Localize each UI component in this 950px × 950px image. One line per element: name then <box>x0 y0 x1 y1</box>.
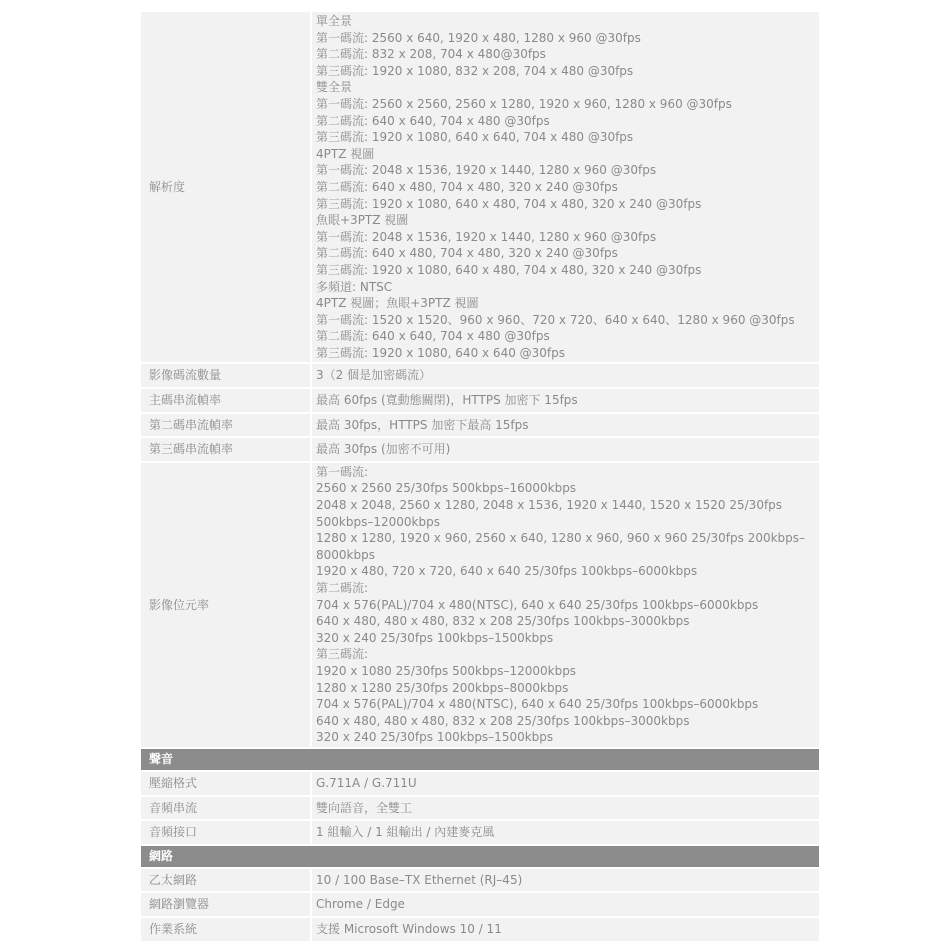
spec-label: 解析度 <box>141 12 310 362</box>
spec-value-line: 3（2 個是加密碼流） <box>316 368 432 383</box>
spec-value-line: 704 x 576(PAL)/704 x 480(NTSC), 640 x 640 25/30fps 100kbps–6000kbps <box>316 697 759 712</box>
spec-value <box>312 389 819 412</box>
spec-label: 第二碼串流幀率 <box>141 414 310 437</box>
spec-value-line: 640 x 480, 480 x 480, 832 x 208 25/30fps 100kbps–3000kbps <box>316 713 690 728</box>
spec-row <box>141 438 819 461</box>
spec-row <box>141 463 819 747</box>
spec-value-line: 第二碼流: 640 x 640, 704 x 480 @30fps <box>316 329 550 344</box>
spec-value-line: 4PTZ 視圖 <box>316 146 375 161</box>
spec-value: G.711A / G.711U <box>312 772 819 795</box>
spec-value <box>312 438 819 461</box>
spec-value-line: 320 x 240 25/30fps 100kbps–1500kbps <box>316 730 554 745</box>
spec-value-line: 8000kbps <box>316 547 375 562</box>
spec-value <box>312 463 819 747</box>
spec-value-line: 最高 30fps，HTTPS 加密下最高 15fps <box>316 417 529 432</box>
spec-value-line: 1280 x 1280 25/30fps 200kbps–8000kbps <box>316 680 569 695</box>
spec-row <box>141 869 819 892</box>
spec-value-line: 第三碼流: 1920 x 1080, 640 x 640 @30fps <box>316 345 566 360</box>
spec-value-line: 第二碼流: 832 x 208, 704 x 480@30fps <box>316 47 546 62</box>
spec-value-line: 640 x 480, 480 x 480, 832 x 208 25/30fps 100kbps–3000kbps <box>316 614 690 629</box>
spec-value-line: 第一碼流: <box>316 464 369 479</box>
spec-value-line: 第一碼流: 2048 x 1536, 1920 x 1440, 1280 x 960 @30fps <box>316 229 657 244</box>
spec-value-line: 第二碼流: 640 x 480, 704 x 480, 320 x 240 @30fps <box>316 246 618 261</box>
spec-label: 第三碼串流幀率 <box>141 438 310 461</box>
spec-rows-video <box>141 12 819 747</box>
spec-value-line: 2560 x 2560 25/30fps 500kbps–16000kbps <box>316 481 577 496</box>
spec-row <box>141 364 819 387</box>
spec-value-line: 最高 60fps (寬動態關閉)，HTTPS 加密下 15fps <box>316 393 578 408</box>
spec-value-line: 第二碼流: 640 x 640, 704 x 480 @30fps <box>316 113 550 128</box>
spec-value-line: 4PTZ 視圖；魚眼+3PTZ 視圖 <box>316 296 479 311</box>
spec-row <box>141 389 819 412</box>
spec-row <box>141 12 819 362</box>
spec-value-line: 1280 x 1280, 1920 x 960, 2560 x 640, 1280 x 960, 960 x 960 25/30fps 200kbps– <box>316 531 806 546</box>
spec-row <box>141 918 819 941</box>
spec-value <box>312 414 819 437</box>
spec-value-line: 2048 x 2048, 2560 x 1280, 2048 x 1536, 1920 x 1440, 1520 x 1520 25/30fps <box>316 498 783 513</box>
spec-value-line: 1920 x 480, 720 x 720, 640 x 640 25/30fps 100kbps–6000kbps <box>316 564 698 579</box>
spec-rows-network <box>141 869 819 941</box>
spec-value <box>312 364 819 387</box>
section-header-audio: 聲音 <box>141 749 819 770</box>
spec-value-line: 第三碼流: <box>316 647 369 662</box>
spec-row <box>141 797 819 820</box>
spec-row <box>141 414 819 437</box>
spec-label: 音頻串流 <box>141 797 310 820</box>
spec-value-line: 第三碼流: 1920 x 1080, 832 x 208, 704 x 480 @30fps <box>316 63 634 78</box>
spec-value <box>312 12 819 362</box>
spec-value-line: 第三碼流: 1920 x 1080, 640 x 480, 704 x 480, 320 x 240 @30fps <box>316 196 702 211</box>
spec-value: 1 組輸入 / 1 組輸出 / 內建麥克風 <box>312 821 819 844</box>
spec-table <box>141 12 819 943</box>
spec-label: 乙太網路 <box>141 869 310 892</box>
spec-value-line: 第一碼流: 2560 x 640, 1920 x 480, 1280 x 960 @30fps <box>316 30 641 45</box>
spec-row <box>141 772 819 795</box>
spec-row <box>141 893 819 916</box>
spec-value-line: 第一碼流: 1520 x 1520、960 x 960、720 x 720、640 x 640、1280 x 960 @30fps <box>316 312 795 327</box>
spec-value-line: 魚眼+3PTZ 視圖 <box>316 213 409 228</box>
spec-value: Chrome / Edge <box>312 893 819 916</box>
spec-label: 作業系統 <box>141 918 310 941</box>
spec-rows-audio <box>141 772 819 844</box>
spec-value: 雙向語音，全雙工 <box>312 797 819 820</box>
spec-row <box>141 821 819 844</box>
spec-label: 壓縮格式 <box>141 772 310 795</box>
spec-label: 主碼串流幀率 <box>141 389 310 412</box>
spec-label: 影像位元率 <box>141 463 310 747</box>
section-header-network: 網路 <box>141 846 819 867</box>
spec-value-line: 第三碼流: 1920 x 1080, 640 x 640, 704 x 480 @30fps <box>316 130 634 145</box>
spec-value: 支援 Microsoft Windows 10 / 11 <box>312 918 819 941</box>
spec-label: 影像碼流數量 <box>141 364 310 387</box>
spec-label: 音頻接口 <box>141 821 310 844</box>
spec-value-line: 最高 30fps (加密不可用) <box>316 442 451 457</box>
spec-value-line: 500kbps–12000kbps <box>316 514 440 529</box>
spec-value-line: 第二碼流: 640 x 480, 704 x 480, 320 x 240 @30fps <box>316 179 618 194</box>
spec-value-line: 單全景 <box>316 14 353 28</box>
spec-value-line: 雙全景 <box>316 80 353 95</box>
spec-label: 網路瀏覽器 <box>141 893 310 916</box>
spec-value-line: 第一碼流: 2048 x 1536, 1920 x 1440, 1280 x 960 @30fps <box>316 163 657 178</box>
spec-value-line: 320 x 240 25/30fps 100kbps–1500kbps <box>316 630 554 645</box>
spec-value-line: 第一碼流: 2560 x 2560, 2560 x 1280, 1920 x 960, 1280 x 960 @30fps <box>316 96 732 111</box>
spec-value-line: 704 x 576(PAL)/704 x 480(NTSC), 640 x 640 25/30fps 100kbps–6000kbps <box>316 597 759 612</box>
spec-value-line: 第三碼流: 1920 x 1080, 640 x 480, 704 x 480, 320 x 240 @30fps <box>316 262 702 277</box>
spec-value: 10 / 100 Base–TX Ethernet (RJ–45) <box>312 869 819 892</box>
spec-value-line: 1920 x 1080 25/30fps 500kbps–12000kbps <box>316 663 577 678</box>
spec-value-line: 多頻道: NTSC <box>316 279 393 294</box>
spec-value-line: 第二碼流: <box>316 581 369 595</box>
